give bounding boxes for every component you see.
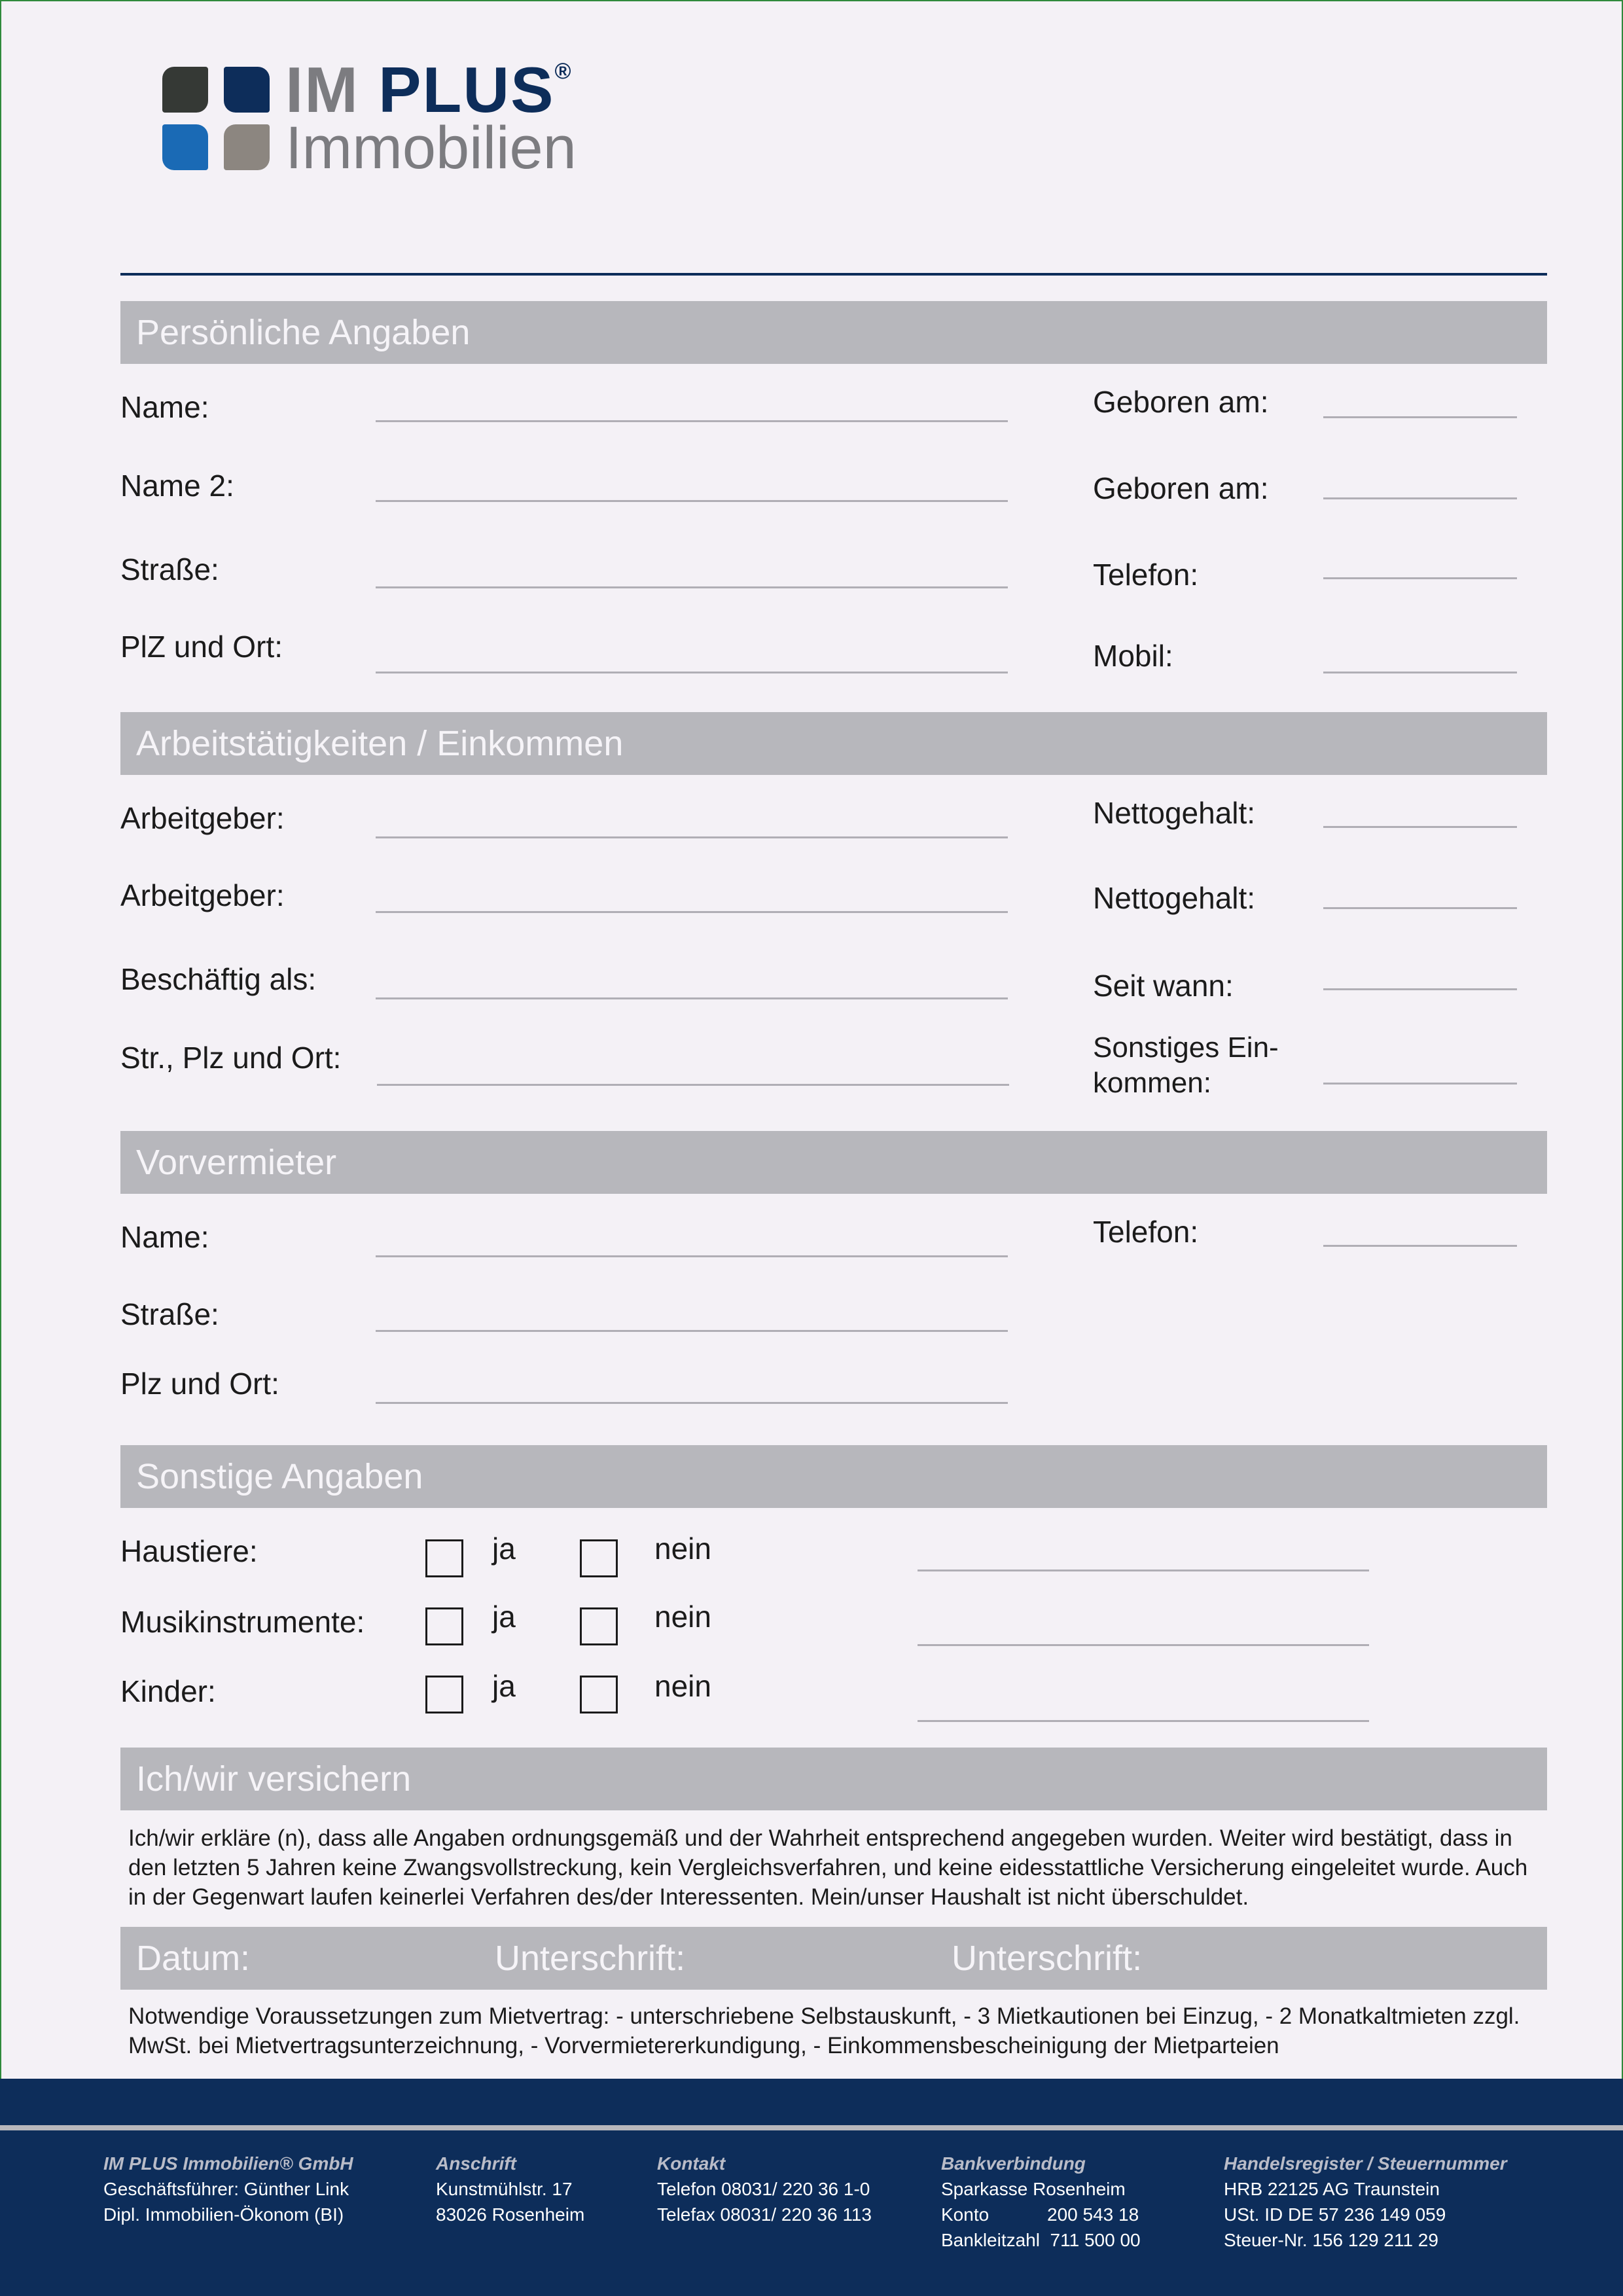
footer-bank-head: Bankverbindung [941,2153,1086,2174]
pets-no-label: nein [654,1532,711,1566]
footer-contact-head: Kontakt [657,2153,726,2174]
pets-label: Haustiere: [120,1534,258,1568]
birthdate-label: Geboren am: [1093,385,1269,419]
phone-label: Telefon: [1093,558,1199,592]
pets-yes-label: ja [492,1532,516,1566]
employer-field[interactable] [376,836,1008,838]
footer-contact-line: Telefon 08031/ 220 36 1-0 [657,2179,870,2199]
employer-address-label: Str., Plz und Ort: [120,1041,342,1075]
footer-register [1224,2151,1507,2253]
employer2-label: Arbeitgeber: [120,878,285,912]
footer-bank-blz-value: 711 500 00 [1050,2230,1141,2250]
pets-yes-checkbox[interactable] [425,1539,463,1577]
footer-address-head: Anschrift [436,2153,516,2174]
header-divider [120,273,1547,276]
section-personal-header: Persönliche Angaben [120,301,1547,364]
employer2-field[interactable] [376,911,1008,913]
name-field[interactable] [376,420,1008,422]
landlord-name-field[interactable] [376,1255,1008,1257]
net-salary2-label: Nettogehalt: [1093,881,1256,915]
footer-address-line: 83026 Rosenheim [436,2204,585,2225]
footer-bank-name: Sparkasse Rosenheim [941,2179,1126,2199]
footer-register-line: Steuer-Nr. 156 129 211 29 [1224,2230,1438,2250]
assurance-text: Ich/wir erkläre (n), dass alle Angaben ordnungsgemäß und der Wahrheit entsprechend angegeben wurden. Weiter wird bestätigt, dass in den letzten 5 Jahren keine Zwangsvollstreckung, kein Vergleichsverfahren, und keine eidesstattliche Versicherung eingeleitet wurde. Auch in der Gegenwart laufen keinerlei Verfahren des/der Interessenten. Mein/unser Haushalt ist nicht überschuldet. [128,1825,1528,1910]
name-label: Name: [120,390,209,424]
logo-subtitle: Immobilien [285,115,577,181]
footer-register-head: Handelsregister / Steuernummer [1224,2153,1507,2174]
footer-bank-account-label: Konto [941,2204,990,2225]
since-when-field[interactable] [1323,988,1517,990]
instruments-yes-label: ja [492,1600,516,1634]
net-salary2-field[interactable] [1323,907,1517,909]
signature-bar [120,1927,1547,1990]
footer-register-line: HRB 22125 AG Traunstein [1224,2179,1440,2199]
children-note-field[interactable] [918,1720,1369,1722]
instruments-yes-checkbox[interactable] [425,1607,463,1645]
children-label: Kinder: [120,1674,216,1708]
instruments-no-checkbox[interactable] [580,1607,618,1645]
footer-company-head: IM PLUS Immobilien® GmbH [103,2153,353,2174]
logo-square-taupe [224,124,270,170]
landlord-phone-field[interactable] [1323,1245,1517,1247]
name2-field[interactable] [376,500,1008,502]
employer-label: Arbeitgeber: [120,801,285,835]
zip-city-label: PlZ und Ort: [120,630,283,664]
children-yes-checkbox[interactable] [425,1676,463,1713]
instruments-note-field[interactable] [918,1644,1369,1646]
pets-note-field[interactable] [918,1570,1369,1571]
birthdate2-label: Geboren am: [1093,471,1269,505]
landlord-zip-city-field[interactable] [376,1402,1008,1404]
landlord-street-field[interactable] [376,1330,1008,1332]
occupation-field[interactable] [376,997,1008,999]
mobile-field[interactable] [1323,672,1517,673]
phone-field[interactable] [1323,577,1517,579]
footer-company-line: Geschäftsführer: Günther Link [103,2179,349,2199]
landlord-phone-label: Telefon: [1093,1215,1199,1249]
footer-address-line: Kunstmühlstr. 17 [436,2179,573,2199]
birthdate2-field[interactable] [1323,497,1517,499]
other-income-label-line1: Sonstiges Ein- [1093,1031,1279,1064]
children-yes-label: ja [492,1669,516,1703]
instruments-no-label: nein [654,1600,711,1634]
section-previous-landlord-header: Vorvermieter [120,1131,1547,1194]
name2-label: Name 2: [120,469,234,503]
other-income-field[interactable] [1323,1083,1517,1085]
signature1-label: Unterschrift: [495,1939,686,1978]
street-label: Straße: [120,552,219,586]
footer-bank-blz-label: Bankleitzahl [941,2230,1040,2250]
net-salary-field[interactable] [1323,826,1517,828]
other-income-label-line2: kommen: [1093,1067,1211,1099]
landlord-street-label: Straße: [120,1297,219,1331]
footer-bank-blz [941,2227,1141,2253]
mobile-label: Mobil: [1093,639,1173,673]
section-work-header: Arbeitstätigkeiten / Einkommen [120,712,1547,775]
section-other-header: Sonstige Angaben [120,1445,1547,1508]
footer-contact [657,2151,872,2227]
footer-contact-line: Telefax 08031/ 220 36 113 [657,2204,872,2225]
pets-no-checkbox[interactable] [580,1539,618,1577]
footer-bank-account [941,2202,1141,2227]
occupation-label: Beschäftig als: [120,962,317,996]
street-field[interactable] [376,586,1008,588]
footer-register-line: USt. ID DE 57 236 149 059 [1224,2204,1446,2225]
since-when-label: Seit wann: [1093,969,1234,1003]
landlord-zip-city-label: Plz und Ort: [120,1367,279,1401]
footer-bank-account-value: 200 543 18 [1047,2204,1139,2225]
landlord-name-label: Name: [120,1220,209,1254]
logo-square-navy [224,67,270,113]
logo-wordmark: IM PLUS® [285,54,573,126]
employer-address-field[interactable] [377,1084,1009,1086]
logo-square-dark [162,67,208,113]
footer-address [436,2151,584,2227]
children-no-label: nein [654,1669,711,1703]
children-no-checkbox[interactable] [580,1676,618,1713]
logo-square-blue [162,124,208,170]
footer-bank [941,2151,1141,2253]
instruments-label: Musikinstrumente: [120,1605,365,1639]
zip-city-field[interactable] [376,672,1008,673]
signature2-label: Unterschrift: [952,1939,1143,1978]
footer-company [103,2151,353,2227]
section-assurance-header: Ich/wir versichern [120,1748,1547,1810]
net-salary-label: Nettogehalt: [1093,796,1256,830]
footer-stripe [0,2125,1623,2130]
requirements-text: Notwendige Voraussetzungen zum Mietvertrag: - unterschriebene Selbstauskunft, - 3 Mietkautionen bei Einzug, - 2 Monatkaltmieten zzgl. MwSt. bei Mietvertragsunterzeichnung, - Vorvermietererkundigung, - Einkommensbescheinigung der Mietparteien [128,2003,1520,2058]
birthdate-field[interactable] [1323,416,1517,418]
date-label: Datum: [136,1939,251,1978]
footer-company-line: Dipl. Immobilien-Ökonom (BI) [103,2204,344,2225]
